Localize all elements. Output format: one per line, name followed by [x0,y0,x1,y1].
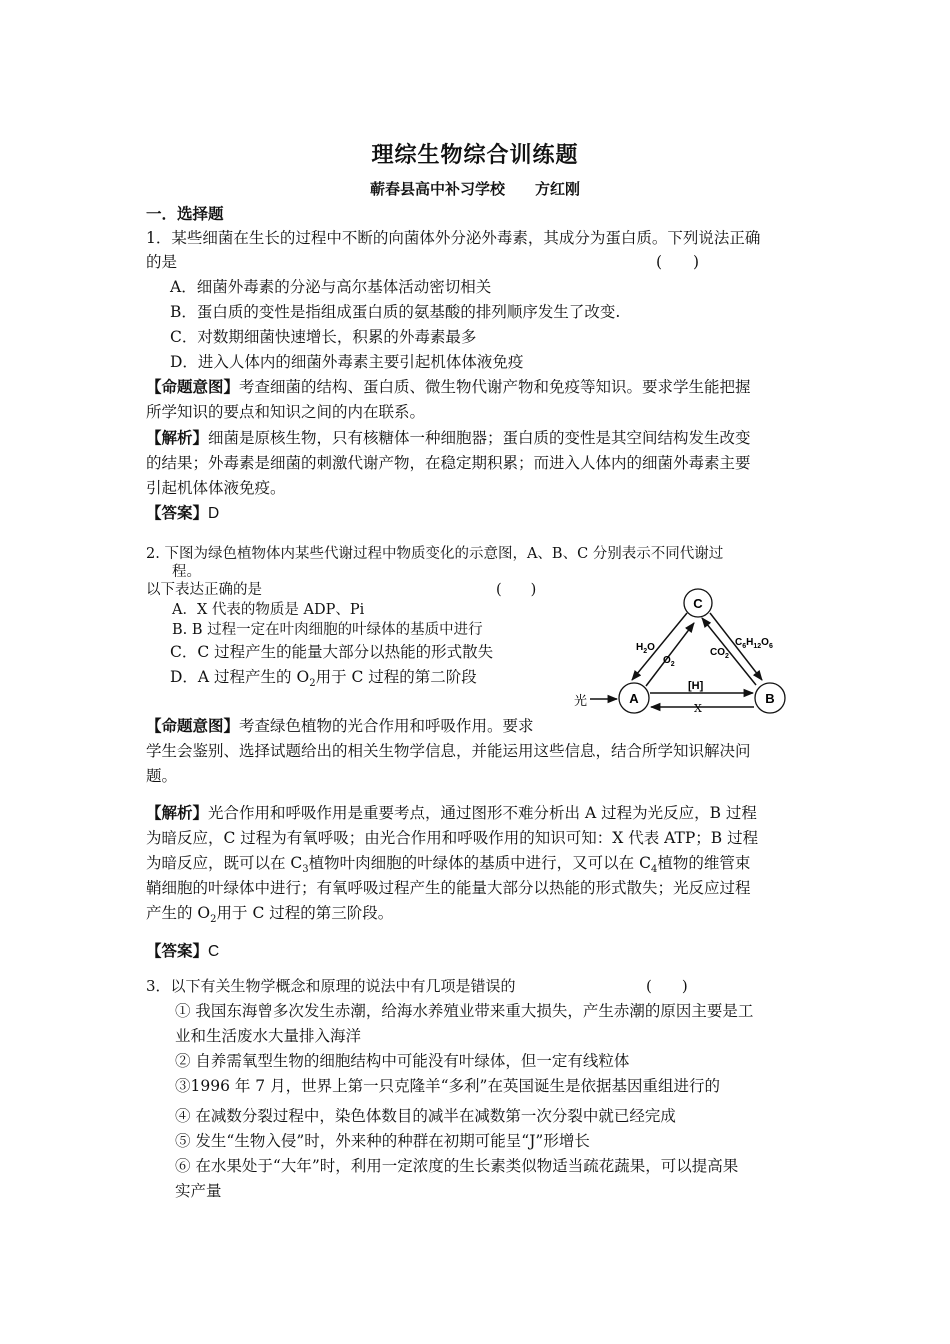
q1-stem-line2: 的是 [146,253,178,271]
q2-option-d-sub: 2 [309,678,316,690]
q2-option-d-post: 用于 C 过程的第二阶段 [315,668,477,686]
q2-analysis-line4: 鞘细胞的叶绿体中进行；有氧呼吸过程产生的能量大部分以热能的形式散失；光反应过程 [146,879,751,897]
q2-a5-pre: 产生的 O [146,904,211,922]
glucose-h-sub: 12 [753,643,762,650]
glucose-c: C [735,637,743,648]
q1-answer-paren: ( ) [656,253,700,271]
glucose-label [735,637,773,650]
q2-a3-sub1: 3 [302,864,309,876]
q3-item4: ④ 在减数分裂过程中，染色体数目的减半在减数第一次分裂中就已经完成 [175,1107,676,1125]
q2-a5-post: 用于 C 过程的第三阶段。 [216,904,394,922]
q2-option-d [170,666,477,695]
q3-item2: ② 自养需氧型生物的细胞结构中可能没有叶绿体，但一定有线粒体 [175,1052,630,1070]
q2-option-c: C．C 过程产生的能量大部分以热能的形式散失 [170,643,494,661]
glucose-o-sub: 6 [768,643,773,650]
q3-item5: ⑤ 发生“生物入侵”时，外来种的种群在初期可能呈“J”形增长 [175,1132,590,1150]
glucose-c-sub: 6 [742,643,747,650]
q2-analysis-line5 [146,902,393,931]
h-label: [H] [688,680,704,692]
q1-intent-text: 考查细菌的结构、蛋白质、微生物代谢产物和免疫等知识。要求学生能把握 [239,378,751,396]
q2-intent-line2: 学生会鉴别、选择试题给出的相关生物学信息，并能运用这些信息，结合所学知识解决问 [146,742,751,760]
q1-analysis-line1 [146,427,751,449]
q1-analysis-line2: 的结果；外毒素是细菌的刺激代谢产物，在稳定期积累；而进入人体内的细菌外毒素主要 [146,454,751,472]
h2o-h: H [636,642,644,653]
q1-analysis-label: 【解析】 [146,428,209,447]
q1-stem-line1: 1．某些细菌在生长的过程中不断的向菌体外分泌外毒素，其成分为蛋白质。下列说法正确 [146,229,761,247]
q1-analysis-text: 细菌是原核生物，只有核糖体一种细胞器；蛋白质的变性是其空间结构发生改变 [208,429,751,447]
q2-a3-sub2: 4 [650,864,658,876]
node-a-label: A [629,691,639,706]
q2-answer-paren: ( ) [496,582,537,598]
q3-item6-line2: 实产量 [175,1182,222,1200]
q2-stem-line3: 以下表达正确的是 [146,582,262,598]
q2-answer-value: C [208,943,220,960]
h2o-sub: 2 [643,648,648,655]
q2-intent-line1 [146,715,534,737]
q2-a3-mid: 植物叶肉细胞的叶绿体的基质中进行，又可以在 C [308,854,651,872]
q2-option-a: A．X 代表的物质是 ADP、Pi [172,602,365,618]
node-b-label: B [765,691,775,706]
q2-option-b: B. B 过程一定在叶肉细胞的叶绿体的基质中进行 [172,622,483,638]
h2o-label [636,642,655,655]
q2-a3-post: 植物的维管束 [657,854,751,872]
o2-sub: 2 [670,661,675,668]
q2-analysis-text: 光合作用和呼吸作用是重要考点，通过图形不难分析出 A 过程为光反应，B 过程 [208,804,757,822]
page-subtitle: 蕲春县高中补习学校 方红刚 [369,180,580,198]
h2o-o: O [647,642,655,653]
o2-label [663,655,675,668]
q2-intent-text: 考查绿色植物的光合作用和呼吸作用。要求 [239,717,534,735]
q2-stem-line2: 程。 [172,564,201,580]
q2-stem-line1: 2. 下图为绿色植物体内某些代谢过程中物质变化的示意图，A、B、C 分别表示不同代谢过 [146,546,724,562]
q3-stem: 3．以下有关生物学概念和原理的说法中有几项是错误的 [146,977,516,995]
q2-intent-line3: 题。 [146,767,178,785]
q2-option-d-pre: D．A 过程产生的 O [170,668,310,686]
q1-answer-label: 【答案】 [146,503,209,522]
q1-option-b: B．蛋白质的变性是指组成蛋白质的氨基酸的排列顺序发生了改变. [170,303,621,321]
q3-item1-line2: 业和生活废水大量排入海洋 [175,1027,362,1045]
section-heading: 一．选择题 [146,204,224,223]
node-c-label: C [693,596,703,611]
q3-item1-line1: ① 我国东海曾多次发生赤潮，给海水养殖业带来重大损失，产生赤潮的原因主要是工 [175,1002,754,1020]
q2-intent-label: 【命题意图】 [146,716,240,735]
q1-intent-label: 【命题意图】 [146,377,240,396]
light-label: 光 [574,694,588,709]
metabolism-diagram [570,585,800,720]
q2-analysis-label: 【解析】 [146,803,209,822]
page-title: 理综生物综合训练题 [371,142,579,168]
o2-o: O [663,655,671,666]
q3-answer-paren: ( ) [646,977,688,995]
glucose-h: H [746,637,754,648]
co2-co: CO [710,647,725,658]
q1-intent-line2: 所学知识的要点和知识之间的内在联系。 [146,403,426,421]
q1-option-d: D．进入人体内的细菌外毒素主要引起机体体液免疫 [170,353,524,371]
q3-item3: ③1996 年 7 月，世界上第一只克隆羊“多利”在英国诞生是依据基因重组进行的 [175,1077,720,1095]
q2-analysis-line2: 为暗反应，C 过程为有氧呼吸；由光合作用和呼吸作用的知识可知：X 代表 ATP；B 过程 [146,829,759,847]
q1-intent-line1 [146,376,751,398]
x-label: X [694,702,702,715]
q2-a3-pre: 为暗反应，既可以在 C [146,854,303,872]
q1-analysis-line3: 引起机体体液免疫。 [146,479,286,497]
co2-sub: 2 [725,653,729,660]
q2-a5-sub: 2 [210,914,217,926]
q1-option-a: A．细菌外毒素的分泌与高尔基体活动密切相关 [170,278,492,296]
q3-item6-line1: ⑥ 在水果处于“大年”时，利用一定浓度的生长素类似物适当疏花蔬果，可以提高果 [175,1157,739,1175]
q1-answer-value: D [208,505,220,522]
glucose-o: O [761,637,769,648]
q1-answer-line [146,502,219,525]
q1-option-c: C．对数期细菌快速增长，积累的外毒素最多 [170,328,477,346]
q2-analysis-line1 [146,802,757,824]
q2-answer-line [146,940,219,963]
q2-answer-label: 【答案】 [146,941,209,960]
